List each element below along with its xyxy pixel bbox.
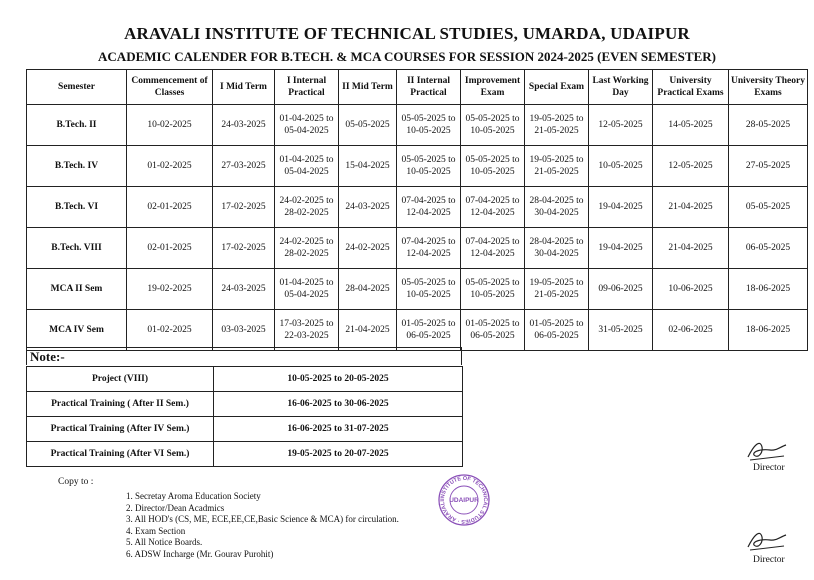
seal-ring-text: INSTITUTE OF TECHNICAL STUDIES · ARAVALI xyxy=(439,475,489,525)
table-cell: 24-02-2025 to 28-02-2025 xyxy=(275,187,339,228)
copy-to-label: Copy to : xyxy=(58,477,94,487)
copy-list-item: 1. Secretay Aroma Education Society xyxy=(126,491,261,501)
note-row xyxy=(27,417,463,442)
column-header: II Mid Term xyxy=(339,70,397,105)
semester-cell: B.Tech. IV xyxy=(27,146,127,187)
calendar-subtitle: ACADEMIC CALENDER FOR B.TECH. & MCA COURSES FOR SESSION 2024-2025 (EVEN SEMESTER) xyxy=(98,49,716,64)
column-header: Improvement Exam xyxy=(461,70,525,105)
note-item: Practical Training (After VI Sem.) xyxy=(27,442,214,467)
note-dates: 16-06-2025 to 30-06-2025 xyxy=(214,392,463,417)
semester-cell: B.Tech. VIII xyxy=(27,228,127,269)
table-cell: 01-05-2025 to 06-05-2025 xyxy=(461,310,525,351)
note-row xyxy=(27,442,463,467)
table-cell: 27-03-2025 xyxy=(213,146,275,187)
table-cell: 10-05-2025 xyxy=(589,146,653,187)
copy-list xyxy=(126,491,399,560)
table-cell: 10-02-2025 xyxy=(127,105,213,146)
table-cell: 05-05-2025 xyxy=(339,105,397,146)
table-cell: 21-04-2025 xyxy=(339,310,397,351)
note-dates: 16-06-2025 to 31-07-2025 xyxy=(214,417,463,442)
table-cell: 09-06-2025 xyxy=(589,269,653,310)
note-item: Practical Training ( After II Sem.) xyxy=(27,392,214,417)
note-row xyxy=(27,367,463,392)
table-cell: 05-05-2025 to 10-05-2025 xyxy=(461,269,525,310)
academic-calendar-table xyxy=(26,69,808,351)
table-cell: 31-05-2025 xyxy=(589,310,653,351)
table-cell: 21-04-2025 xyxy=(653,228,729,269)
table-cell: 02-06-2025 xyxy=(653,310,729,351)
column-header: Commencement of Classes xyxy=(127,70,213,105)
table-cell: 01-02-2025 xyxy=(127,146,213,187)
note-dates: 10-05-2025 to 20-05-2025 xyxy=(214,367,463,392)
copy-list-item: 2. Director/Dean Acadmics xyxy=(126,502,225,513)
table-cell: 01-04-2025 to 05-04-2025 xyxy=(275,269,339,310)
note-dates: 19-05-2025 to 20-07-2025 xyxy=(214,442,463,467)
table-row xyxy=(27,187,808,228)
table-cell: 19-04-2025 xyxy=(589,228,653,269)
table-cell: 01-05-2025 to 06-05-2025 xyxy=(397,310,461,351)
table-cell: 28-04-2025 to 30-04-2025 xyxy=(525,228,589,269)
note-item: Practical Training (After IV Sem.) xyxy=(27,417,214,442)
table-cell: 24-02-2025 to 28-02-2025 xyxy=(275,228,339,269)
table-cell: 28-04-2025 xyxy=(339,269,397,310)
column-header: I Mid Term xyxy=(213,70,275,105)
table-cell: 12-05-2025 xyxy=(653,146,729,187)
table-cell: 10-06-2025 xyxy=(653,269,729,310)
table-cell: 02-01-2025 xyxy=(127,187,213,228)
director-signature-label: Director xyxy=(753,463,785,473)
table-cell: 19-05-2025 to 21-05-2025 xyxy=(525,105,589,146)
column-header: Semester xyxy=(27,70,127,105)
seal-center-text: UDAIPUR xyxy=(449,497,479,504)
table-cell: 17-02-2025 xyxy=(213,187,275,228)
table-header-row xyxy=(27,70,808,105)
table-cell: 05-05-2025 to 10-05-2025 xyxy=(461,105,525,146)
table-cell: 07-04-2025 to 12-04-2025 xyxy=(461,187,525,228)
table-cell: 28-04-2025 to 30-04-2025 xyxy=(525,187,589,228)
signature-mark-icon xyxy=(744,527,790,553)
column-header: I Internal Practical xyxy=(275,70,339,105)
table-cell: 24-03-2025 xyxy=(213,269,275,310)
table-cell: 06-05-2025 xyxy=(729,228,808,269)
table-cell: 12-05-2025 xyxy=(589,105,653,146)
table-row xyxy=(27,269,808,310)
copy-list-item: 5. All Notice Boards. xyxy=(126,537,203,547)
table-cell: 28-05-2025 xyxy=(729,105,808,146)
table-cell: 07-04-2025 to 12-04-2025 xyxy=(397,187,461,228)
table-cell: 05-05-2025 to 10-05-2025 xyxy=(397,269,461,310)
table-cell: 18-06-2025 xyxy=(729,269,808,310)
column-header: II Internal Practical xyxy=(397,70,461,105)
semester-cell: MCA IV Sem xyxy=(27,310,127,351)
notes-table xyxy=(26,366,463,467)
signature-mark-icon xyxy=(744,437,790,463)
institute-title: ARAVALI INSTITUTE OF TECHNICAL STUDIES, UMARDA, UDAIPUR xyxy=(124,24,690,43)
column-header: University Practical Exams xyxy=(653,70,729,105)
table-cell: 03-03-2025 xyxy=(213,310,275,351)
semester-cell: MCA II Sem xyxy=(27,269,127,310)
column-header: University Theory Exams xyxy=(729,70,808,105)
table-cell: 27-05-2025 xyxy=(729,146,808,187)
table-cell: 05-05-2025 to 10-05-2025 xyxy=(397,105,461,146)
institute-seal-icon xyxy=(436,474,492,526)
table-cell: 17-03-2025 to 22-03-2025 xyxy=(275,310,339,351)
note-label: Note:- xyxy=(26,347,462,365)
table-cell: 24-02-2025 xyxy=(339,228,397,269)
note-item: Project (VIII) xyxy=(27,367,214,392)
table-cell: 02-01-2025 xyxy=(127,228,213,269)
table-cell: 24-03-2025 xyxy=(213,105,275,146)
column-header: Last Working Day xyxy=(589,70,653,105)
table-cell: 05-05-2025 to 10-05-2025 xyxy=(461,146,525,187)
semester-cell: B.Tech. II xyxy=(27,105,127,146)
table-cell: 19-02-2025 xyxy=(127,269,213,310)
director-signature-label: Director xyxy=(753,555,785,565)
table-cell: 17-02-2025 xyxy=(213,228,275,269)
column-header: Special Exam xyxy=(525,70,589,105)
table-cell: 07-04-2025 to 12-04-2025 xyxy=(461,228,525,269)
copy-list-item: 6. ADSW Incharge (Mr. Gourav Purohit) xyxy=(126,548,274,559)
table-cell: 24-03-2025 xyxy=(339,187,397,228)
note-row xyxy=(27,392,463,417)
table-cell: 07-04-2025 to 12-04-2025 xyxy=(397,228,461,269)
table-cell: 15-04-2025 xyxy=(339,146,397,187)
table-cell: 01-02-2025 xyxy=(127,310,213,351)
table-row xyxy=(27,310,808,351)
table-cell: 18-06-2025 xyxy=(729,310,808,351)
table-cell: 05-05-2025 xyxy=(729,187,808,228)
table-cell: 01-04-2025 to 05-04-2025 xyxy=(275,105,339,146)
table-row xyxy=(27,105,808,146)
copy-list-item: 4. Exam Section xyxy=(126,525,186,536)
table-cell: 01-05-2025 to 06-05-2025 xyxy=(525,310,589,351)
copy-list-item: 3. All HOD's (CS, ME, ECE,EE,CE,Basic Science & MCA) for circulation. xyxy=(126,514,399,524)
table-row xyxy=(27,228,808,269)
table-cell: 14-05-2025 xyxy=(653,105,729,146)
table-cell: 21-04-2025 xyxy=(653,187,729,228)
table-cell: 19-05-2025 to 21-05-2025 xyxy=(525,269,589,310)
table-cell: 19-05-2025 to 21-05-2025 xyxy=(525,146,589,187)
table-cell: 05-05-2025 to 10-05-2025 xyxy=(397,146,461,187)
semester-cell: B.Tech. VI xyxy=(27,187,127,228)
table-cell: 01-04-2025 to 05-04-2025 xyxy=(275,146,339,187)
table-cell: 19-04-2025 xyxy=(589,187,653,228)
table-row xyxy=(27,146,808,187)
